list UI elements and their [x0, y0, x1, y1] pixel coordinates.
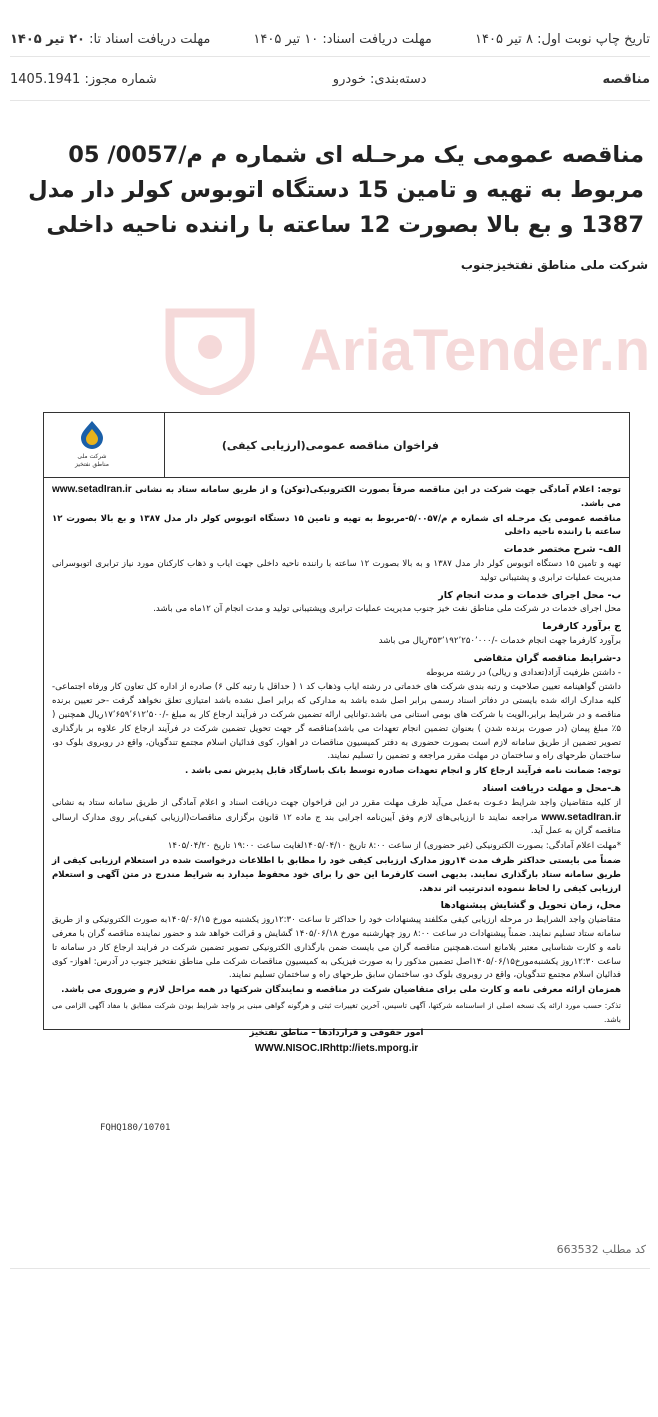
category: دسته‌بندی: خودرو: [332, 71, 427, 87]
section-vav-text: متقاضیان واجد الشرایط در مرحله ارزیابی کیفی مکلفند پیشنهادات خود را حداکثر تا ساعت ۱۲:۳۰روز یکشنبه مورخ ۱۴۰۵/۰۶/۱۵به صورت الکترونیکی و از طریق سامانه ستاد تسلیم نمایند. ضمناً پیشنهادات در ساعت ۸:۰۰ روز چهارشنبه مورخ ۱۴۰۵/۰۶/۱۸ گشایش و قرائت خواهد شد و حضور نماینده مناقصه گران با معرفی نامه و کارت شناسایی معتبر بلامانع است.همچنین مناقصه گران می بایست ضمن بارگذاری الکترونیکی تصویر تضمین شرکت در فرایند ارجاع کار در سامانه تا ساعت ۱۲:۳۰روز یکشنبه‌مورخ۱۴۰۵/۰۶/۱۵اصل تضمین مذکور را به صورت فیزیکی به کمیسیون مناقصات شرکت ملی مناطق نفتخیز جنوب در آدرس: اهواز- کوی فدائیان اسلام مجتمع تندگویان، واقع در روبروی بلوک دو، ساختمان سابق طرحهای راه و ساختمان تسلیم نمایند.: [52, 915, 622, 981]
signature-line-1: امور حقوقی و قراردادها – مناطق نفتخیز: [249, 1028, 424, 1039]
divider: [10, 56, 650, 57]
permit-number: شماره مجوز: 1405.1941: [10, 71, 157, 87]
section-alef-text: تهیه و تامین ۱۵ دستگاه اتوبوس کولر دار مدل ۱۳۸۷ و به بالا بصورت ۱۲ ساعته با راننده ناحیه داخلی جهت ایاب و ذهاب کارکنان مورد نیاز ترابری اتوبوسرانی مدیریت عملیات ترابری و پشتیبانی تولید: [52, 558, 621, 583]
tender-notice-document: [43, 412, 630, 1055]
doc-body: [52, 483, 621, 1057]
section-vav-heading: محل، زمان تحویل و گشایش پیشنهادها: [440, 900, 621, 912]
doc-header: [44, 413, 629, 478]
doc-deadline: مهلت دریافت اسناد: ۱۰ تیر ۱۴۰۵: [253, 31, 432, 47]
tender-subject: مناقصه عمومی یک مرحـله ای شماره م م/۵/۰۰۵۷-مربوط به تهیه و تامین ۱۵ دستگاه اتوبوس کولر دار مدل ۱۳۸۷ و بع بالا بصورت ۱۲ ساعته با راننده ناحیه داخلی: [52, 513, 622, 538]
section-de-text-2: داشتن گواهینامه تعیین صلاحیت و رتبه بندی شرکت های خدماتی در رشته ایاب وذهاب کد ۱ ( حداقل با رتبه کلی ۶) صادره از اداره کل تعاون کار ورفاه اجتماعی-کلیه مدارک ارائه شده بایستی در دفاتر اسناد رسمی برابر اصل شده باشد به مدارکی که برابر اصل نشده باشد امتیازی تعلق نخواهد گرفت -حر تعیین برنده مناقصه و در شرایط برابر،الویت با شرکت های بومی استانی می باشد.توانایی ارائه تضمین شرکت در فرآیند ارجاع کار به مبلغ -/۱۷٬۶۵۹٬۶۱۲٬۵۰۰ریال همچنین ( ۵٪ مبلغ پیمان (در صورت برنده شدن ) بعنوان تضمین انجام تعهدات می باشد)مناقصه گر جهت تحویل تضمین شرکت در فرآیند ارجاع کار علاوه بر بارگذاری تصویر تضمین از طریق سامانه لازم است بصورت حضوری به دفتر کمیسیون مناقصات در اهواز، کوی فدائیان اسلام مجتمع تندگویان، واقع در روبروی بلوک دو، ساختمان طرحهای راه و ساختمان در مهلت مقرر مراجعه و تضمین را تسلیم نمایند.: [52, 682, 622, 762]
meta-row-dates: [10, 26, 650, 52]
guarantee-note: توجه: ضمانت نامه فرآیند ارجاع کار و انجام تعهدات صادره توسط بانک باسارگاد قابل پذیرش نمی باشد .: [184, 766, 621, 777]
section-de-text-1: - داشتن ظرفیت آزاد(تعدادی و ریالی) در رشته مربوطه: [426, 667, 621, 678]
watermark-logo-icon: [150, 305, 270, 395]
divider: [10, 100, 650, 101]
section-he-text: از کلیه متقاضیان واجد شرایط دعـوت به‌عمل می‌آید ظرف مهلت مقرر در این فراخوان جهت دریافت اسناد و اعلام آمادگی از طریق سامانه ستاد به نشانی www.setadIran.ir مراجعه نمایند تا ارزیابی‌های لازم وفق آیین‌نامه اجرایی بند ج ماده ۱۲ قانون برگزاری مناقصات(ارزیابی کیفی)بر روی مدارک ارسالی مناقصه گران به عمل آید.: [52, 797, 621, 837]
nisoc-logo: شرکت ملی مناطق نفتخیز: [62, 419, 122, 471]
section-he-deadline: *مهلت اعلام آمادگی: بصورت الکترونیکی (غیر حضوری) از ساعت ۸:۰۰ تاریخ ۱۴۰۵/۰۴/۱۰لغایت ساعت ۱۹:۰۰ تاریخ ۱۴۰۵/۰۴/۲۰: [167, 841, 621, 852]
section-de-heading: د-شرایط مناقصه گران متقاضی: [473, 652, 621, 664]
doc-deadline-until: مهلت دریافت اسناد تا: ۲۰ تیر ۱۴۰۵: [10, 31, 211, 47]
intro-note: توجه: اعلام آمادگی جهت شرکت در این مناقصه صرفاً بصورت الکترونیکی(توکن) و از طریق سامانه ستاد به نشانی www.setadIran.ir می باشد.: [52, 484, 621, 509]
reminder-note: تذکر: حسب مورد ارائه یک نسخه اصلی از اساسنامه شرکتها، آگهی تاسیس، آخرین تغییرات ثبتی و هرگونه گواهی مبنی بر واجد شرایط بودن شرکت مطابق با مفاد آگهی الزامی می باشد.: [52, 1000, 621, 1024]
section-alef-heading: الف- شرح مختصر خدمات: [503, 544, 621, 556]
watermark: [150, 305, 650, 395]
watermark-text: AriaTender.n: [300, 318, 651, 383]
section-he-text-3: ضمناً می بایستی حداکثر ظرف مدت ۱۴روز مدارک ارزیابی کیفی خود را مطابق با اطلاعات درخواست شده در استعلام ارزیابی کیفی از طریق سامانه ستاد بارگذاری نمایند. بدیهی است کارفرما این حق را برای خود محفوظ میدارد به شرایط مندرج در متن آگهی و استعلام ارزیابی کیفی را لحاظ ننموده اندترتیب اثر ندهد.: [52, 855, 621, 894]
section-vav-note: همزمان ارائه معرفی نامه و کارت ملی برای متقاضیان شرکت در مناقصه و نمایندگان شرکتها در همه مراحل لازم و ضروری می باشد.: [61, 985, 621, 996]
reference-code: FQHQ180/10701: [100, 1123, 171, 1133]
section-be-heading: ب- محل اجرای خدمات و مدت انجام کار: [438, 589, 621, 601]
company-name: شرکت ملی مناطق نفتخیزجنوب: [460, 258, 648, 272]
section-je-text: برآورد کارفرما جهت انجام خدمات -/۳۵۳٬۱۹۲٬۲۵۰٬۰۰۰ریال می باشد: [378, 635, 621, 646]
meta-row-info: [10, 66, 650, 92]
section-be-text: محل اجرای خدمات در شرکت ملی مناطق نفت خیز جنوب مدیریت عملیات ترابری وپشتیبانی تولید و مدت انجام آن ۱۲ماه می باشد.: [153, 604, 621, 615]
tender-type: مناقصه: [602, 71, 650, 87]
section-je-heading: ج برآورد کارفرما: [542, 621, 621, 633]
nisoc-logo-icon: [75, 419, 109, 449]
page-title: مناقصه عمومی یک مرحـله ای شماره م م/0057/ 05 مربوط به تهیه و تامین 15 دستگاه اتوبوس کولر دار مدل 1387 و بع بالا بصورت 12 ساعته با راننده ناحیه داخلی: [28, 142, 644, 238]
doc-heading: فراخوان مناقصه عمومی(ارزیابی کیفی): [221, 439, 439, 452]
article-code: کد مطلب 663532: [556, 1243, 646, 1256]
divider: [10, 1268, 650, 1269]
print-date: تاریخ چاپ نوبت اول: ۸ تیر ۱۴۰۵: [475, 31, 650, 47]
signature-line-2: WWW.NISOC.IRhttp://iets.mporg.ir: [254, 1043, 419, 1055]
section-he-heading: هـ-محل و مهلت دریافت اسناد: [482, 782, 621, 794]
